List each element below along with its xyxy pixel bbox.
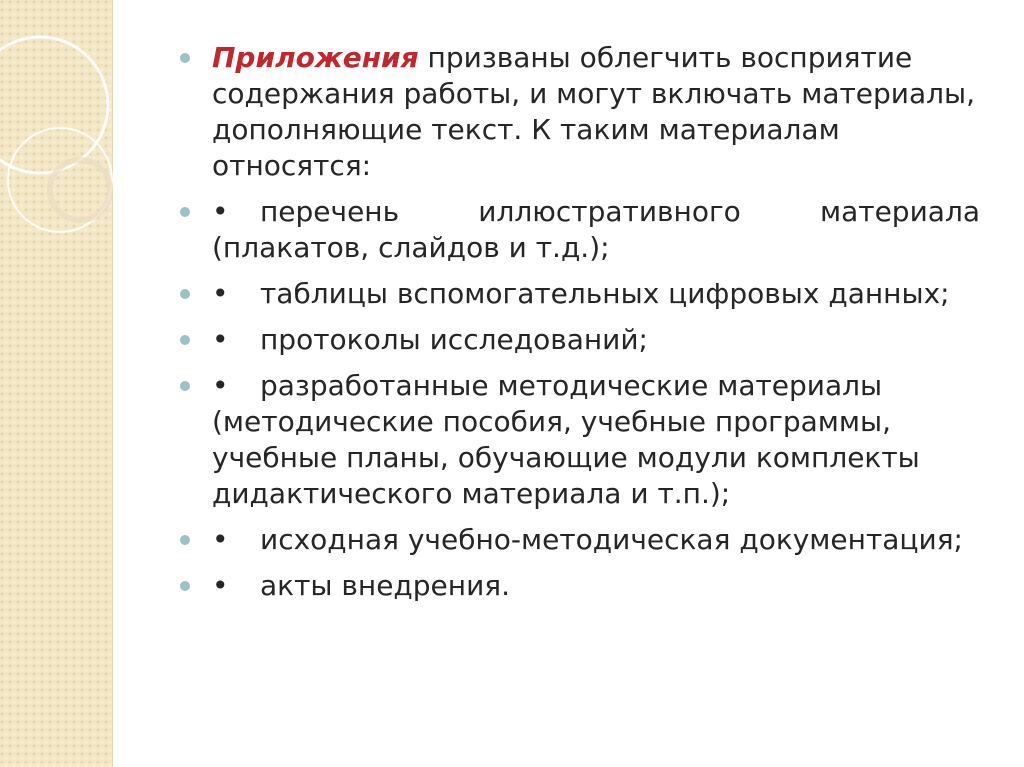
bullet-marker-icon — [180, 581, 190, 591]
bullet-dot: • — [212, 323, 229, 356]
bullet-marker-icon — [180, 207, 190, 217]
list-item — [180, 568, 980, 604]
list-item — [180, 322, 980, 358]
list-item — [180, 276, 980, 312]
bullet-dot: • — [212, 569, 229, 602]
bullet-marker-icon — [180, 289, 190, 299]
bullet-marker-icon — [180, 335, 190, 345]
ring-small — [50, 160, 110, 220]
item-text: акты внедрения. — [260, 569, 511, 602]
highlight-term: Приложения — [212, 41, 419, 74]
list-item — [180, 194, 980, 266]
list-item — [180, 522, 980, 558]
bullet-dot: • — [212, 195, 229, 228]
bullet-marker-icon — [180, 381, 190, 391]
item-text: исходная учебно-методическая документация; — [260, 523, 963, 556]
bullet-marker-icon — [180, 535, 190, 545]
bullet-dot: • — [212, 277, 229, 310]
item-text: разработанные методические материалы (методические пособия, учебные программы, учебные планы, обучающие модули комплекты дидактического материала и т.п.); — [212, 369, 920, 510]
item-text: протоколы исследований; — [260, 323, 648, 356]
list-item — [180, 368, 980, 512]
bullet-marker-icon — [180, 53, 190, 63]
bullet-list — [180, 40, 980, 604]
bullet-dot: • — [212, 523, 229, 556]
item-text: перечень иллюстративного материала (плакатов, слайдов и т.д.); — [212, 195, 980, 264]
slide-content — [180, 40, 980, 614]
list-item — [180, 40, 980, 184]
decorative-rings — [0, 0, 160, 767]
bullet-dot: • — [212, 369, 229, 402]
item-text: таблицы вспомогательных цифровых данных; — [260, 277, 950, 310]
paragraph-text: призваны облегчить восприятие содержания работы, и могут включать материалы, дополняющие текст. К таким материалам относятся: — [212, 41, 976, 182]
